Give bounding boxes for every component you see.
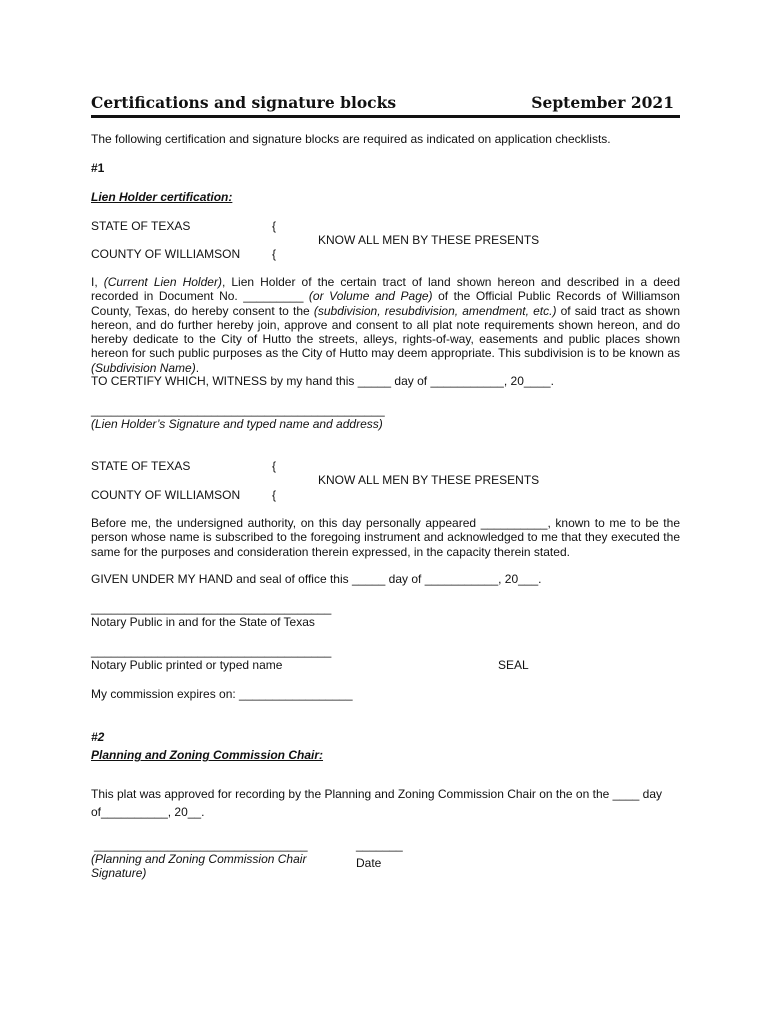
lien-signature-line: ____________________________________________ (91, 403, 385, 417)
state-label: STATE OF TEXAS (91, 219, 191, 233)
county-label-2: COUNTY OF WILLIAMSON (91, 488, 241, 502)
seal-label: SEAL (498, 658, 529, 672)
section-2-number: #2 (91, 730, 105, 744)
document-header (91, 93, 680, 118)
state-label-2: STATE OF TEXAS (91, 459, 191, 473)
know-all-men-2: KNOW ALL MEN BY THESE PRESENTS (318, 473, 540, 487)
commission-expires-line: My commission expires on: _________________ (91, 687, 353, 701)
section-1-number: #1 (91, 161, 105, 175)
date-line: _______ (356, 838, 403, 852)
lien-signature-caption: (Lien Holder’s Signature and typed name and address) (91, 417, 383, 431)
notary-signature-line: ____________________________________ (91, 601, 332, 615)
notary-paragraph: Before me, the undersigned authority, on this day personally appeared __________, known to me to be the person whose name is subscribed to the foregoing instrument and acknowledged to me that they executed the same for the purposes and consideration therein expressed, in the capacity therein stated. (91, 516, 680, 559)
chair-signature-caption: (Planning and Zoning Commission Chair Signature) (91, 852, 307, 881)
chair-signature-line: ________________________________ (94, 838, 308, 852)
document-title: Certifications and signature blocks (91, 93, 397, 112)
section-1-heading: Lien Holder certification: (91, 190, 233, 204)
brace-2: { (272, 247, 277, 261)
notary-name-line: ____________________________________ (91, 644, 332, 658)
witness-line: TO CERTIFY WHICH, WITNESS by my hand this _____ day of ___________, 20____. (91, 374, 554, 388)
approval-line-1: This plat was approved for recording by the Planning and Zoning Commission Chair on the on the ____ day (91, 787, 663, 801)
brace-1: { (272, 219, 277, 233)
brace-4: { (272, 488, 277, 502)
county-label: COUNTY OF WILLIAMSON (91, 247, 241, 261)
document-date: September 2021 (531, 93, 674, 112)
section-2-heading: Planning and Zoning Commission Chair: (91, 748, 324, 762)
notary-caption-1: Notary Public in and for the State of Texas (91, 615, 315, 629)
approval-line-2: of__________, 20__. (91, 805, 205, 819)
brace-3: { (272, 459, 277, 473)
lien-holder-paragraph: I, (Current Lien Holder), Lien Holder of the certain tract of land shown hereon and described in a deed recorded in Document No. _________ (or Volume and Page) of the Official Public Records of Williamson County, Texas, do hereby consent to the (subdivision, resubdivision, amendment, etc.) of said tract as shown hereon, and do further hereby join, approve and consent to all plat note requirements shown hereon, and do hereby dedicate to the City of Hutto the streets, alleys, rights-of-way, easements and public places shown hereon for such public purposes as the City of Hutto may deem appropriate. This subdivision is to be known as (Subdivision Name). (91, 275, 680, 375)
intro-text: The following certification and signature blocks are required as indicated on application checklists. (91, 132, 611, 146)
notary-caption-2: Notary Public printed or typed name (91, 658, 283, 672)
given-under-hand-line: GIVEN UNDER MY HAND and seal of office this _____ day of ___________, 20___. (91, 572, 542, 586)
date-caption: Date (356, 856, 382, 870)
know-all-men-1: KNOW ALL MEN BY THESE PRESENTS (318, 233, 540, 247)
